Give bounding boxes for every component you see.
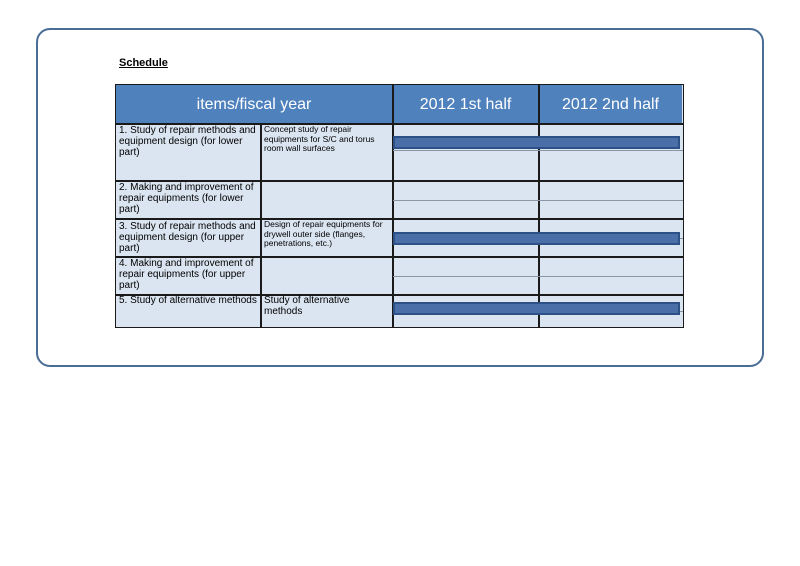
schedule-bar-row1 bbox=[393, 136, 680, 149]
schedule-bar-row5 bbox=[393, 302, 680, 315]
header-half2-label: 2012 2nd half bbox=[562, 95, 659, 113]
row1-item: 1. Study of repair methods and equipment design (for lower part) bbox=[119, 125, 256, 158]
col-divider-3 bbox=[538, 85, 540, 327]
row5-item: 5. Study of alternative methods bbox=[119, 295, 257, 306]
header-items-label: items/fiscal year bbox=[196, 95, 312, 113]
schedule-heading: Schedule bbox=[119, 57, 168, 69]
subline-row4 bbox=[393, 276, 683, 277]
header-half1 bbox=[393, 85, 538, 124]
row-divider-2 bbox=[116, 218, 683, 220]
subline-row1 bbox=[393, 150, 683, 151]
row3-item: 3. Study of repair methods and equipment design (for upper part) bbox=[119, 221, 256, 254]
col-divider-1 bbox=[260, 124, 262, 327]
header-half1-label: 2012 1st half bbox=[419, 95, 512, 113]
row2-item: 2. Making and improvement of repair equipments (for lower part) bbox=[119, 182, 254, 215]
schedule-bar-row3 bbox=[393, 232, 680, 245]
row5-detail: Study of alternative methods bbox=[264, 295, 350, 317]
row4-item: 4. Making and improvement of repair equipments (for upper part) bbox=[119, 258, 254, 291]
schedule-table bbox=[115, 84, 684, 328]
header-half2 bbox=[539, 85, 682, 124]
header-items bbox=[116, 85, 392, 124]
subline-row2 bbox=[393, 200, 683, 201]
row1-detail: Concept study of repair equipments for S/C and torus room wall surfaces bbox=[264, 124, 375, 153]
row3-detail: Design of repair equipments for drywell outer side (flanges, penetrations, etc.) bbox=[264, 219, 383, 248]
col-divider-2 bbox=[392, 85, 394, 327]
